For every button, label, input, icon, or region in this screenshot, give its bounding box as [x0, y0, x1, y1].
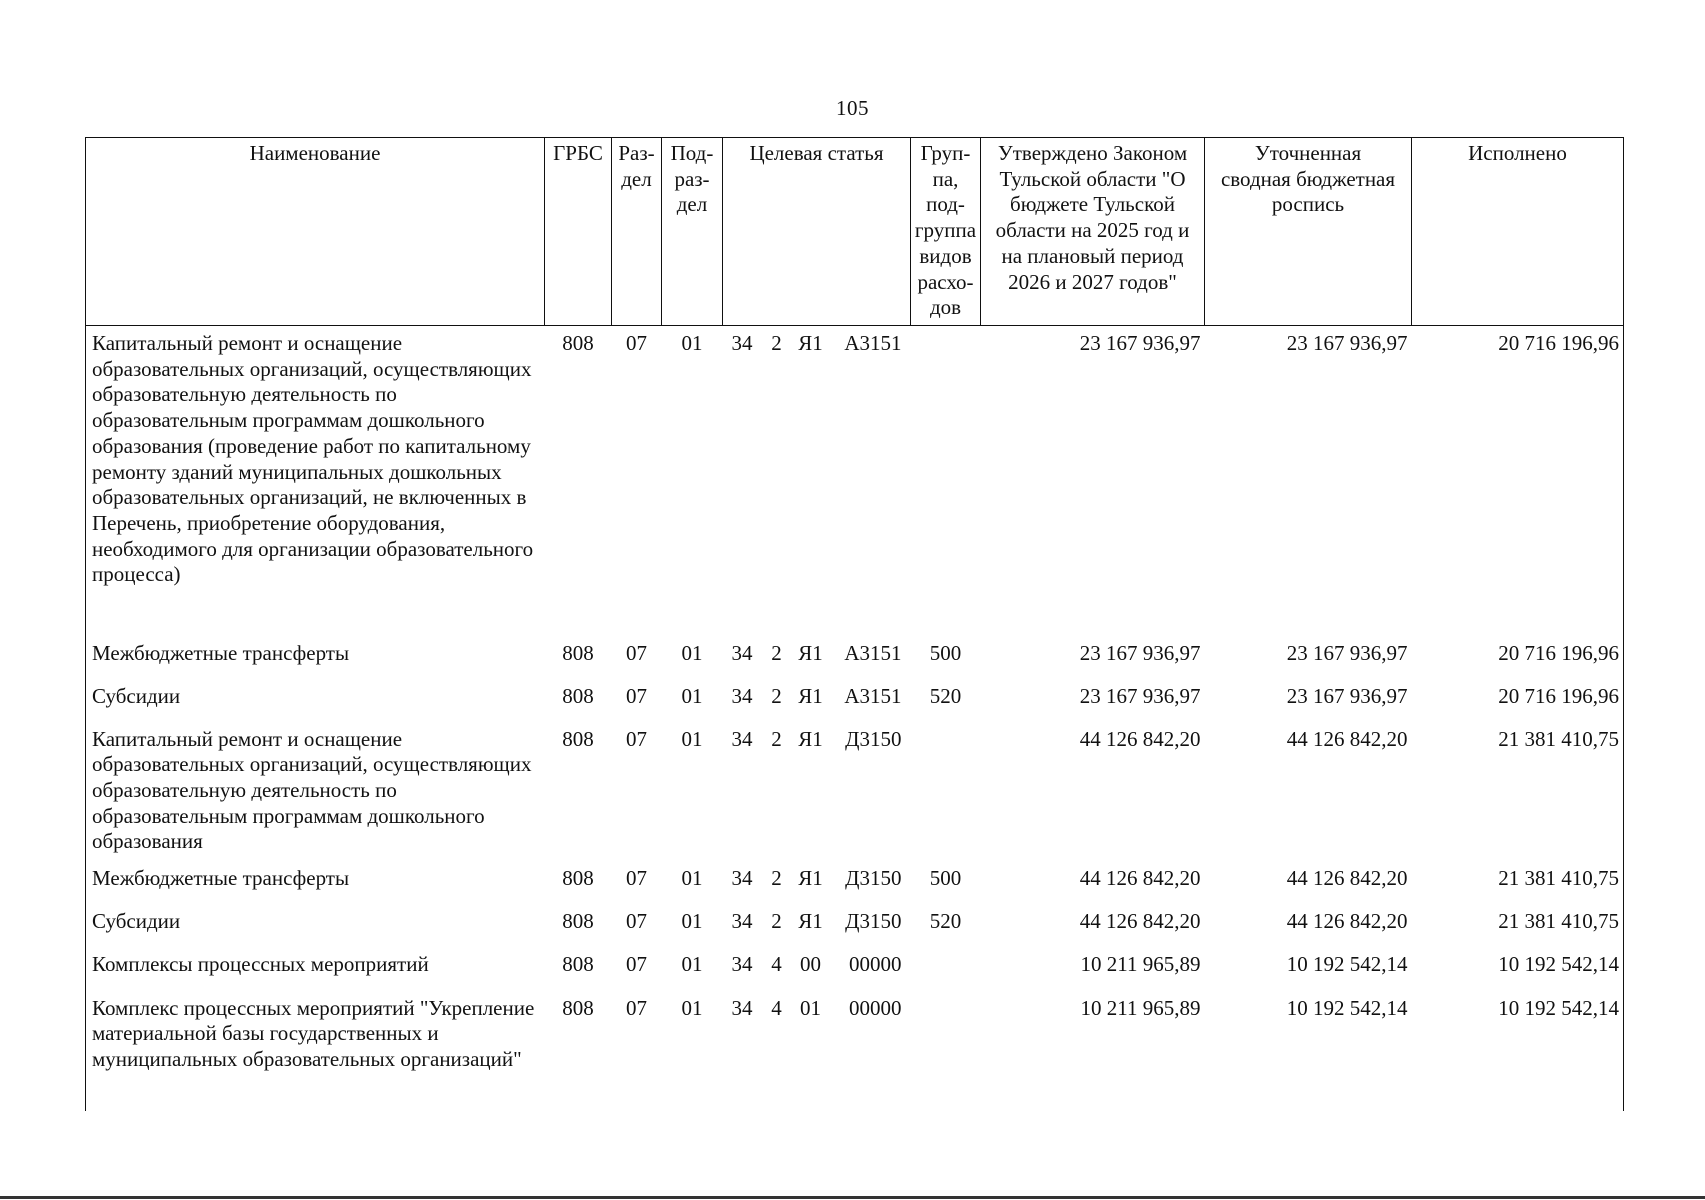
- row-razdel: 07: [626, 640, 647, 665]
- row-razdel: 07: [626, 683, 647, 708]
- page-bottom-rule: [0, 1196, 1705, 1199]
- row-executed: 10 192 542,14: [1412, 991, 1624, 1111]
- page-number: 105: [836, 96, 869, 120]
- row-grbs: 808: [562, 640, 594, 665]
- row-podrazdel: 01: [681, 331, 703, 355]
- row-refined: 23 167 936,97: [1286, 640, 1408, 665]
- row-razdel: 07: [626, 331, 647, 355]
- row-razdel: 07: [626, 995, 647, 1020]
- row-target-project: Я1: [798, 640, 823, 665]
- row-approved: 10 211 965,89: [1080, 995, 1201, 1020]
- row-target-type: 2: [771, 865, 782, 890]
- row-name: Капитальный ремонт и оснащение образовательных организаций, осуществляющих образовательную деятельность по образовательным программам дошкольного образования (проведение работ по капитальному ремонту зданий муниципальных дошкольных образовательных организаций, не включенных в Перечень, приобретение оборудования, необходимого для организации образовательного процесса): [86, 326, 545, 636]
- row-executed: 21 381 410,75: [1412, 904, 1624, 947]
- row-target-project: Я1: [798, 865, 823, 890]
- row-target-direction: 00000: [849, 995, 902, 1020]
- row-target-project: Я1: [798, 331, 823, 355]
- row-target-program: 34: [731, 908, 753, 933]
- row-target-direction: Д3150: [845, 865, 902, 890]
- row-refined: 44 126 842,20: [1286, 908, 1408, 933]
- row-approved: 44 126 842,20: [1079, 908, 1201, 933]
- header-target: Целевая статья: [723, 138, 911, 326]
- budget-table: [85, 137, 1624, 1111]
- row-grbs: 808: [562, 908, 594, 933]
- header-name: Наименование: [86, 138, 545, 326]
- table-row: [86, 636, 1624, 679]
- header-grbs: ГРБС: [545, 138, 612, 326]
- row-target-type: 4: [771, 995, 782, 1020]
- row-razdel: 07: [626, 908, 647, 933]
- row-razdel: 07: [626, 951, 647, 976]
- row-target-program: 34: [731, 331, 753, 355]
- row-target-program: 34: [731, 951, 753, 976]
- row-podrazdel: 01: [681, 683, 703, 708]
- row-approved: 44 126 842,20: [1079, 865, 1201, 890]
- row-refined: 10 192 542,14: [1286, 951, 1408, 976]
- row-target: [723, 722, 911, 861]
- header-executed: Исполнено: [1412, 138, 1624, 326]
- row-grbs: 808: [562, 865, 594, 890]
- row-group: [911, 326, 981, 636]
- row-name: Комплексы процессных мероприятий: [86, 947, 545, 991]
- row-razdel: 07: [626, 865, 647, 890]
- row-grbs: 808: [562, 995, 594, 1020]
- row-name: Межбюджетные трансферты: [86, 861, 545, 904]
- row-target-direction: Д3150: [845, 726, 902, 751]
- header-razdel: Раз- дел: [612, 138, 662, 326]
- row-refined: 44 126 842,20: [1286, 865, 1408, 890]
- row-podrazdel: 01: [681, 726, 703, 751]
- row-group: [911, 947, 981, 991]
- row-target-project: 00: [800, 951, 821, 976]
- row-target-project: Я1: [798, 683, 823, 708]
- row-target-direction: Д3150: [845, 908, 902, 933]
- row-target-type: 2: [771, 640, 782, 665]
- row-grbs: 808: [562, 683, 594, 708]
- row-target-program: 34: [731, 995, 753, 1020]
- header-group: Груп- па, под- группа видов расхо- дов: [911, 138, 981, 326]
- row-executed: 20 716 196,96: [1412, 326, 1624, 636]
- row-grbs: 808: [562, 331, 594, 355]
- row-target: [723, 991, 911, 1111]
- row-target-direction: А3151: [844, 683, 902, 708]
- row-name: Субсидии: [86, 679, 545, 722]
- header-refined: Уточненная сводная бюджетная роспись: [1205, 138, 1412, 326]
- row-refined: 23 167 936,97: [1286, 683, 1408, 708]
- row-podrazdel: 01: [681, 995, 703, 1020]
- row-group: [911, 722, 981, 861]
- row-name: Комплекс процессных мероприятий "Укрепление материальной базы государственных и муниципальных образовательных организаций": [86, 991, 545, 1111]
- row-podrazdel: 01: [681, 951, 703, 976]
- row-name: Межбюджетные трансферты: [86, 636, 545, 679]
- row-target-program: 34: [731, 640, 753, 665]
- row-podrazdel: 01: [681, 865, 703, 890]
- row-group: 500: [929, 640, 962, 665]
- row-target-type: 2: [771, 683, 782, 708]
- row-target-type: 2: [771, 908, 782, 933]
- table-row: [86, 947, 1624, 991]
- row-executed: 21 381 410,75: [1412, 722, 1624, 861]
- row-group: 520: [929, 683, 962, 708]
- row-approved: 23 167 936,97: [1079, 640, 1201, 665]
- row-name: Капитальный ремонт и оснащение образовательных организаций, осуществляющих образовательную деятельность по образовательным программам дошкольного образования: [86, 722, 545, 861]
- row-target-program: 34: [731, 865, 753, 890]
- row-name: Субсидии: [86, 904, 545, 947]
- row-executed: 10 192 542,14: [1412, 947, 1624, 991]
- row-target-type: 2: [771, 726, 782, 751]
- row-target-direction: 00000: [849, 951, 902, 976]
- row-group: 500: [929, 865, 962, 890]
- row-podrazdel: 01: [681, 640, 703, 665]
- row-refined: 10 192 542,14: [1286, 995, 1408, 1020]
- table-row: [86, 722, 1624, 861]
- header-podrazdel: Под- раз- дел: [662, 138, 723, 326]
- row-target-project: Я1: [798, 908, 823, 933]
- row-refined: 44 126 842,20: [1286, 726, 1408, 751]
- table-header-row: [86, 138, 1624, 326]
- table-row: [86, 861, 1624, 904]
- row-group: [911, 991, 981, 1111]
- row-target-type: 4: [771, 951, 782, 976]
- table-row: [86, 904, 1624, 947]
- row-target: [723, 636, 911, 679]
- row-refined: 23 167 936,97: [1286, 331, 1408, 355]
- row-executed: 20 716 196,96: [1412, 679, 1624, 722]
- row-target: [723, 904, 911, 947]
- row-approved: 23 167 936,97: [1079, 683, 1201, 708]
- table-row: [86, 326, 1624, 636]
- row-target-program: 34: [731, 726, 753, 751]
- table-row: [86, 991, 1624, 1111]
- row-target-project: Я1: [798, 726, 823, 751]
- row-target-program: 34: [731, 683, 753, 708]
- header-approved: Утверждено Законом Тульской области "О бюджете Тульской области на 2025 год и на плановый период 2026 и 2027 годов": [981, 138, 1205, 326]
- row-target: [723, 679, 911, 722]
- row-grbs: 808: [562, 951, 594, 976]
- row-target: [723, 861, 911, 904]
- row-grbs: 808: [562, 726, 594, 751]
- row-target: [723, 326, 911, 636]
- row-executed: 21 381 410,75: [1412, 861, 1624, 904]
- row-target-direction: А3151: [844, 640, 902, 665]
- row-target-type: 2: [771, 331, 782, 355]
- row-target-project: 01: [800, 995, 821, 1020]
- row-group: 520: [929, 908, 962, 933]
- row-target-direction: А3151: [844, 331, 902, 355]
- row-approved: 23 167 936,97: [1079, 331, 1201, 355]
- row-razdel: 07: [626, 726, 647, 751]
- table-row: [86, 679, 1624, 722]
- row-executed: 20 716 196,96: [1412, 636, 1624, 679]
- row-target: [723, 947, 911, 991]
- row-approved: 10 211 965,89: [1080, 951, 1201, 976]
- row-podrazdel: 01: [681, 908, 703, 933]
- row-approved: 44 126 842,20: [1079, 726, 1201, 751]
